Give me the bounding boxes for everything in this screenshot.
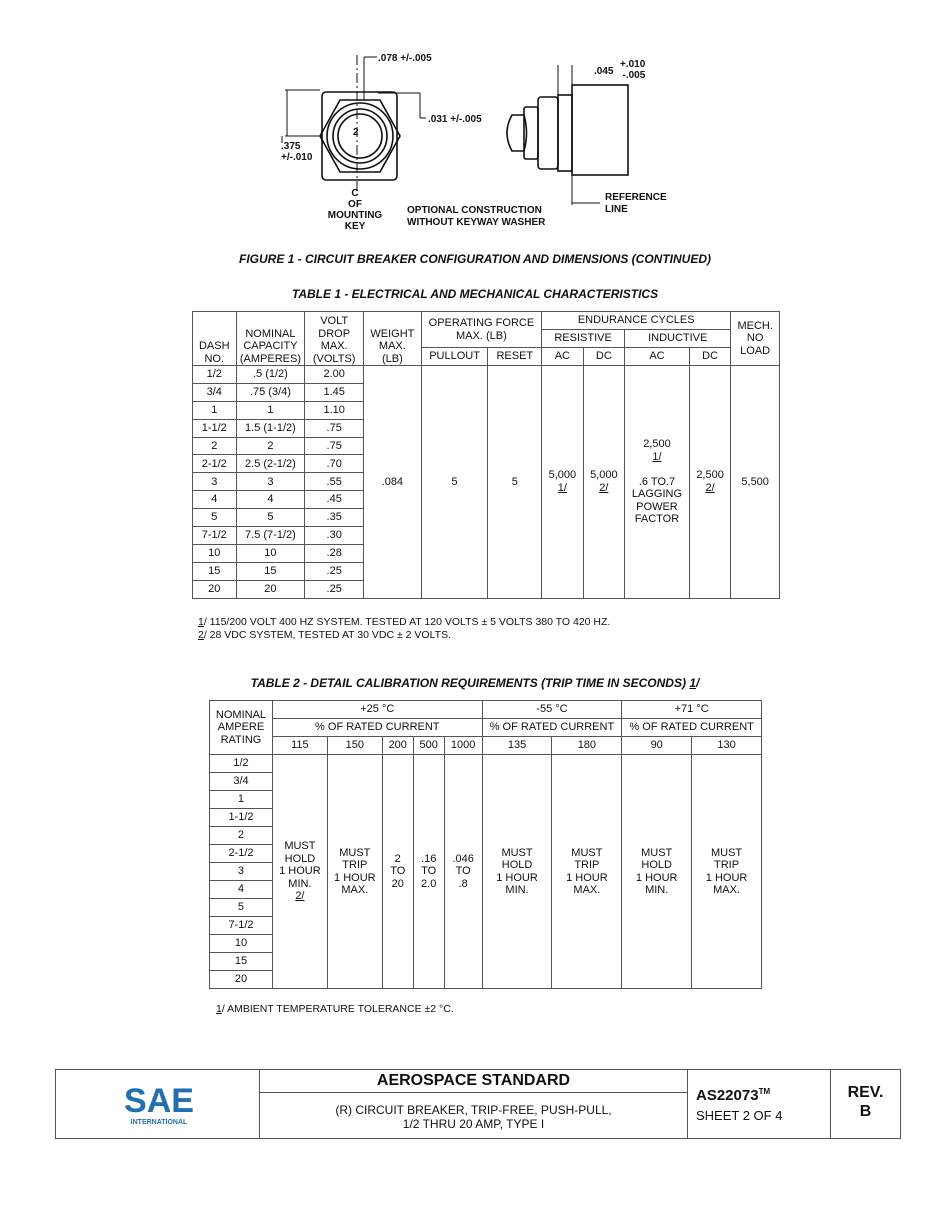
cell-nominal: .5 (1/2)	[236, 366, 305, 384]
cell-c135: MUST HOLD 1 HOUR MIN.	[482, 755, 552, 989]
t2-pct-m55c: % OF RATED CURRENT	[482, 719, 622, 737]
cell-rating: 1	[210, 791, 273, 809]
t2-col-1000: 1000	[444, 737, 482, 755]
cell-nominal: 20	[236, 580, 305, 598]
dim-031-label: .031 +/-.005	[428, 114, 482, 125]
header-weight: WEIGHT MAX. (LB)	[364, 312, 422, 366]
cell-rating: 1/2	[210, 755, 273, 773]
cell-nominal: .75 (3/4)	[236, 383, 305, 401]
centerline-label: C OF MOUNTING KEY	[327, 188, 383, 232]
t2-col-500: 500	[413, 737, 444, 755]
cell-dash: 4	[193, 491, 237, 509]
header-res-dc: DC	[583, 348, 624, 366]
marker-label: 2	[353, 127, 359, 138]
table-row	[193, 366, 780, 384]
t2-header-nominal: NOMINAL AMPERE RATING	[210, 701, 273, 755]
cell-nominal: 4	[236, 491, 305, 509]
header-reset: RESET	[488, 348, 542, 366]
cell-nominal: 1.5 (1-1/2)	[236, 419, 305, 437]
figure-caption: FIGURE 1 - CIRCUIT BREAKER CONFIGURATION AND DIMENSIONS (CONTINUED)	[239, 252, 711, 266]
cell-rating: 4	[210, 881, 273, 899]
doc-number: AS22073™	[696, 1087, 771, 1104]
reference-line-label: REFERENCE LINE	[605, 192, 667, 215]
t2-col-115: 115	[272, 737, 327, 755]
cell-dash: 3/4	[193, 383, 237, 401]
dim-045-tolerance: +.010 -.005	[620, 59, 646, 81]
dim-078-label: .078 +/-.005	[378, 53, 432, 64]
header-res-ac: AC	[542, 348, 583, 366]
table2	[209, 700, 762, 989]
t2-col-200: 200	[382, 737, 413, 755]
cell-dash: 5	[193, 509, 237, 527]
header-pullout: PULLOUT	[421, 348, 488, 366]
table1-note-2: 2/ 28 VDC SYSTEM, TESTED AT 30 VDC ± 2 VOLTS.	[198, 629, 451, 641]
table1-caption: TABLE 1 - ELECTRICAL AND MECHANICAL CHARACTERISTICS	[291, 287, 659, 301]
cell-c115: MUST HOLD 1 HOUR MIN. 2/	[272, 755, 327, 989]
cell-res-ac: 5,000 1/	[542, 366, 583, 599]
t2-col-135: 135	[482, 737, 552, 755]
cell-dash: 1/2	[193, 366, 237, 384]
t2-col-150: 150	[327, 737, 382, 755]
cell-rating: 2	[210, 827, 273, 845]
title-block	[55, 1069, 901, 1139]
cell-volt: .75	[305, 437, 364, 455]
cell-nominal: 3	[236, 473, 305, 491]
logo-cell	[56, 1070, 260, 1138]
cell-res-dc: 5,000 2/	[583, 366, 624, 599]
cell-nominal: 7.5 (7-1/2)	[236, 527, 305, 545]
header-resistive: RESISTIVE	[542, 330, 625, 348]
sheet-number: SHEET 2 OF 4	[696, 1108, 783, 1123]
cell-pullout: 5	[421, 366, 488, 599]
cell-volt: .70	[305, 455, 364, 473]
t2-col-180: 180	[552, 737, 622, 755]
cell-mech: 5,500	[731, 366, 780, 599]
cell-nominal: 5	[236, 509, 305, 527]
cell-dash: 2-1/2	[193, 455, 237, 473]
cell-dash: 20	[193, 580, 237, 598]
header-endurance: ENDURANCE CYCLES	[542, 312, 731, 330]
table1-note-1: 1/ 115/200 VOLT 400 HZ SYSTEM. TESTED AT 120 VOLTS ± 5 VOLTS 380 TO 420 HZ.	[198, 616, 611, 628]
title-cell	[260, 1070, 688, 1138]
table2-note: 1/ AMBIENT TEMPERATURE TOLERANCE ±2 °C.	[216, 1003, 454, 1015]
cell-volt: .45	[305, 491, 364, 509]
cell-c1000: .046 TO .8	[444, 755, 482, 989]
header-ind-ac: AC	[625, 348, 690, 366]
cell-rating: 1-1/2	[210, 809, 273, 827]
standard-title: AEROSPACE STANDARD	[376, 1072, 571, 1089]
header-inductive: INDUCTIVE	[625, 330, 731, 348]
t2-col-90: 90	[622, 737, 692, 755]
cell-volt: .55	[305, 473, 364, 491]
cell-c150: MUST TRIP 1 HOUR MAX.	[327, 755, 382, 989]
rev-cell	[831, 1070, 900, 1138]
table2-caption: TABLE 2 - DETAIL CALIBRATION REQUIREMENTS (TRIP TIME IN SECONDS) 1/	[250, 676, 700, 690]
cell-rating: 5	[210, 899, 273, 917]
cell-rating: 15	[210, 953, 273, 971]
t2-pct-71c: % OF RATED CURRENT	[622, 719, 762, 737]
cell-ind-ac: 2,500 1/ .6 TO.7 LAGGING POWER FACTOR	[625, 366, 690, 599]
cell-reset: 5	[488, 366, 542, 599]
cell-c200: 2 TO 20	[382, 755, 413, 989]
rev-value: B	[859, 1103, 872, 1120]
cell-rating: 3/4	[210, 773, 273, 791]
t2-header-m55c: -55 °C	[482, 701, 622, 719]
cell-c500: .16 TO 2.0	[413, 755, 444, 989]
cell-dash: 1	[193, 401, 237, 419]
cell-dash: 10	[193, 544, 237, 562]
t2-header-25c: +25 °C	[272, 701, 482, 719]
cell-rating: 10	[210, 935, 273, 953]
header-nominal: NOMINAL CAPACITY (AMPERES)	[236, 312, 305, 366]
cell-volt: .30	[305, 527, 364, 545]
cell-nominal: 2	[236, 437, 305, 455]
cell-volt: .25	[305, 580, 364, 598]
cell-nominal: 2.5 (2-1/2)	[236, 455, 305, 473]
sae-logo-sub: INTERNATIONAL	[130, 1119, 188, 1126]
cell-rating: 2-1/2	[210, 845, 273, 863]
cell-dash: 7-1/2	[193, 527, 237, 545]
cell-volt: .75	[305, 419, 364, 437]
header-volt-drop: VOLT DROP MAX. (VOLTS)	[305, 312, 364, 366]
cell-volt: .28	[305, 544, 364, 562]
cell-dash: 15	[193, 562, 237, 580]
table1	[192, 311, 780, 599]
t2-header-71c: +71 °C	[622, 701, 762, 719]
cell-nominal: 1	[236, 401, 305, 419]
rev-label: REV.	[847, 1084, 884, 1101]
header-dash: DASH NO.	[193, 312, 237, 366]
cell-rating: 20	[210, 971, 273, 989]
t2-col-130: 130	[692, 737, 762, 755]
cell-ind-dc: 2,500 2/	[689, 366, 730, 599]
dim-045-label: .045	[594, 66, 614, 77]
cell-c180: MUST TRIP 1 HOUR MAX.	[552, 755, 622, 989]
cell-nominal: 10	[236, 544, 305, 562]
t2-pct-25c: % OF RATED CURRENT	[272, 719, 482, 737]
header-mech: MECH. NO LOAD	[731, 312, 780, 366]
doc-cell	[688, 1070, 831, 1138]
cell-dash: 2	[193, 437, 237, 455]
standard-description: (R) CIRCUIT BREAKER, TRIP-FREE, PUSH-PULL, 1/2 THRU 20 AMP, TYPE I	[335, 1103, 612, 1131]
cell-c90: MUST HOLD 1 HOUR MIN.	[622, 755, 692, 989]
cell-dash: 3	[193, 473, 237, 491]
cell-volt: .35	[305, 509, 364, 527]
cell-volt: 1.10	[305, 401, 364, 419]
cell-weight: .084	[364, 366, 422, 599]
dim-375-label: .375 +/-.010	[281, 141, 313, 163]
cell-volt: .25	[305, 562, 364, 580]
sae-logo-text: SAE	[124, 1082, 194, 1120]
header-ind-dc: DC	[689, 348, 730, 366]
optional-construction-label: OPTIONAL CONSTRUCTION WITHOUT KEYWAY WASHER	[407, 205, 546, 228]
cell-dash: 1-1/2	[193, 419, 237, 437]
sae-logo	[124, 1082, 194, 1127]
header-operating-force: OPERATING FORCE MAX. (LB)	[421, 312, 541, 348]
cell-volt: 2.00	[305, 366, 364, 384]
cell-rating: 3	[210, 863, 273, 881]
cell-nominal: 15	[236, 562, 305, 580]
cell-rating: 7-1/2	[210, 917, 273, 935]
cell-c130: MUST TRIP 1 HOUR MAX.	[692, 755, 762, 989]
table-row	[210, 755, 762, 773]
cell-volt: 1.45	[305, 383, 364, 401]
